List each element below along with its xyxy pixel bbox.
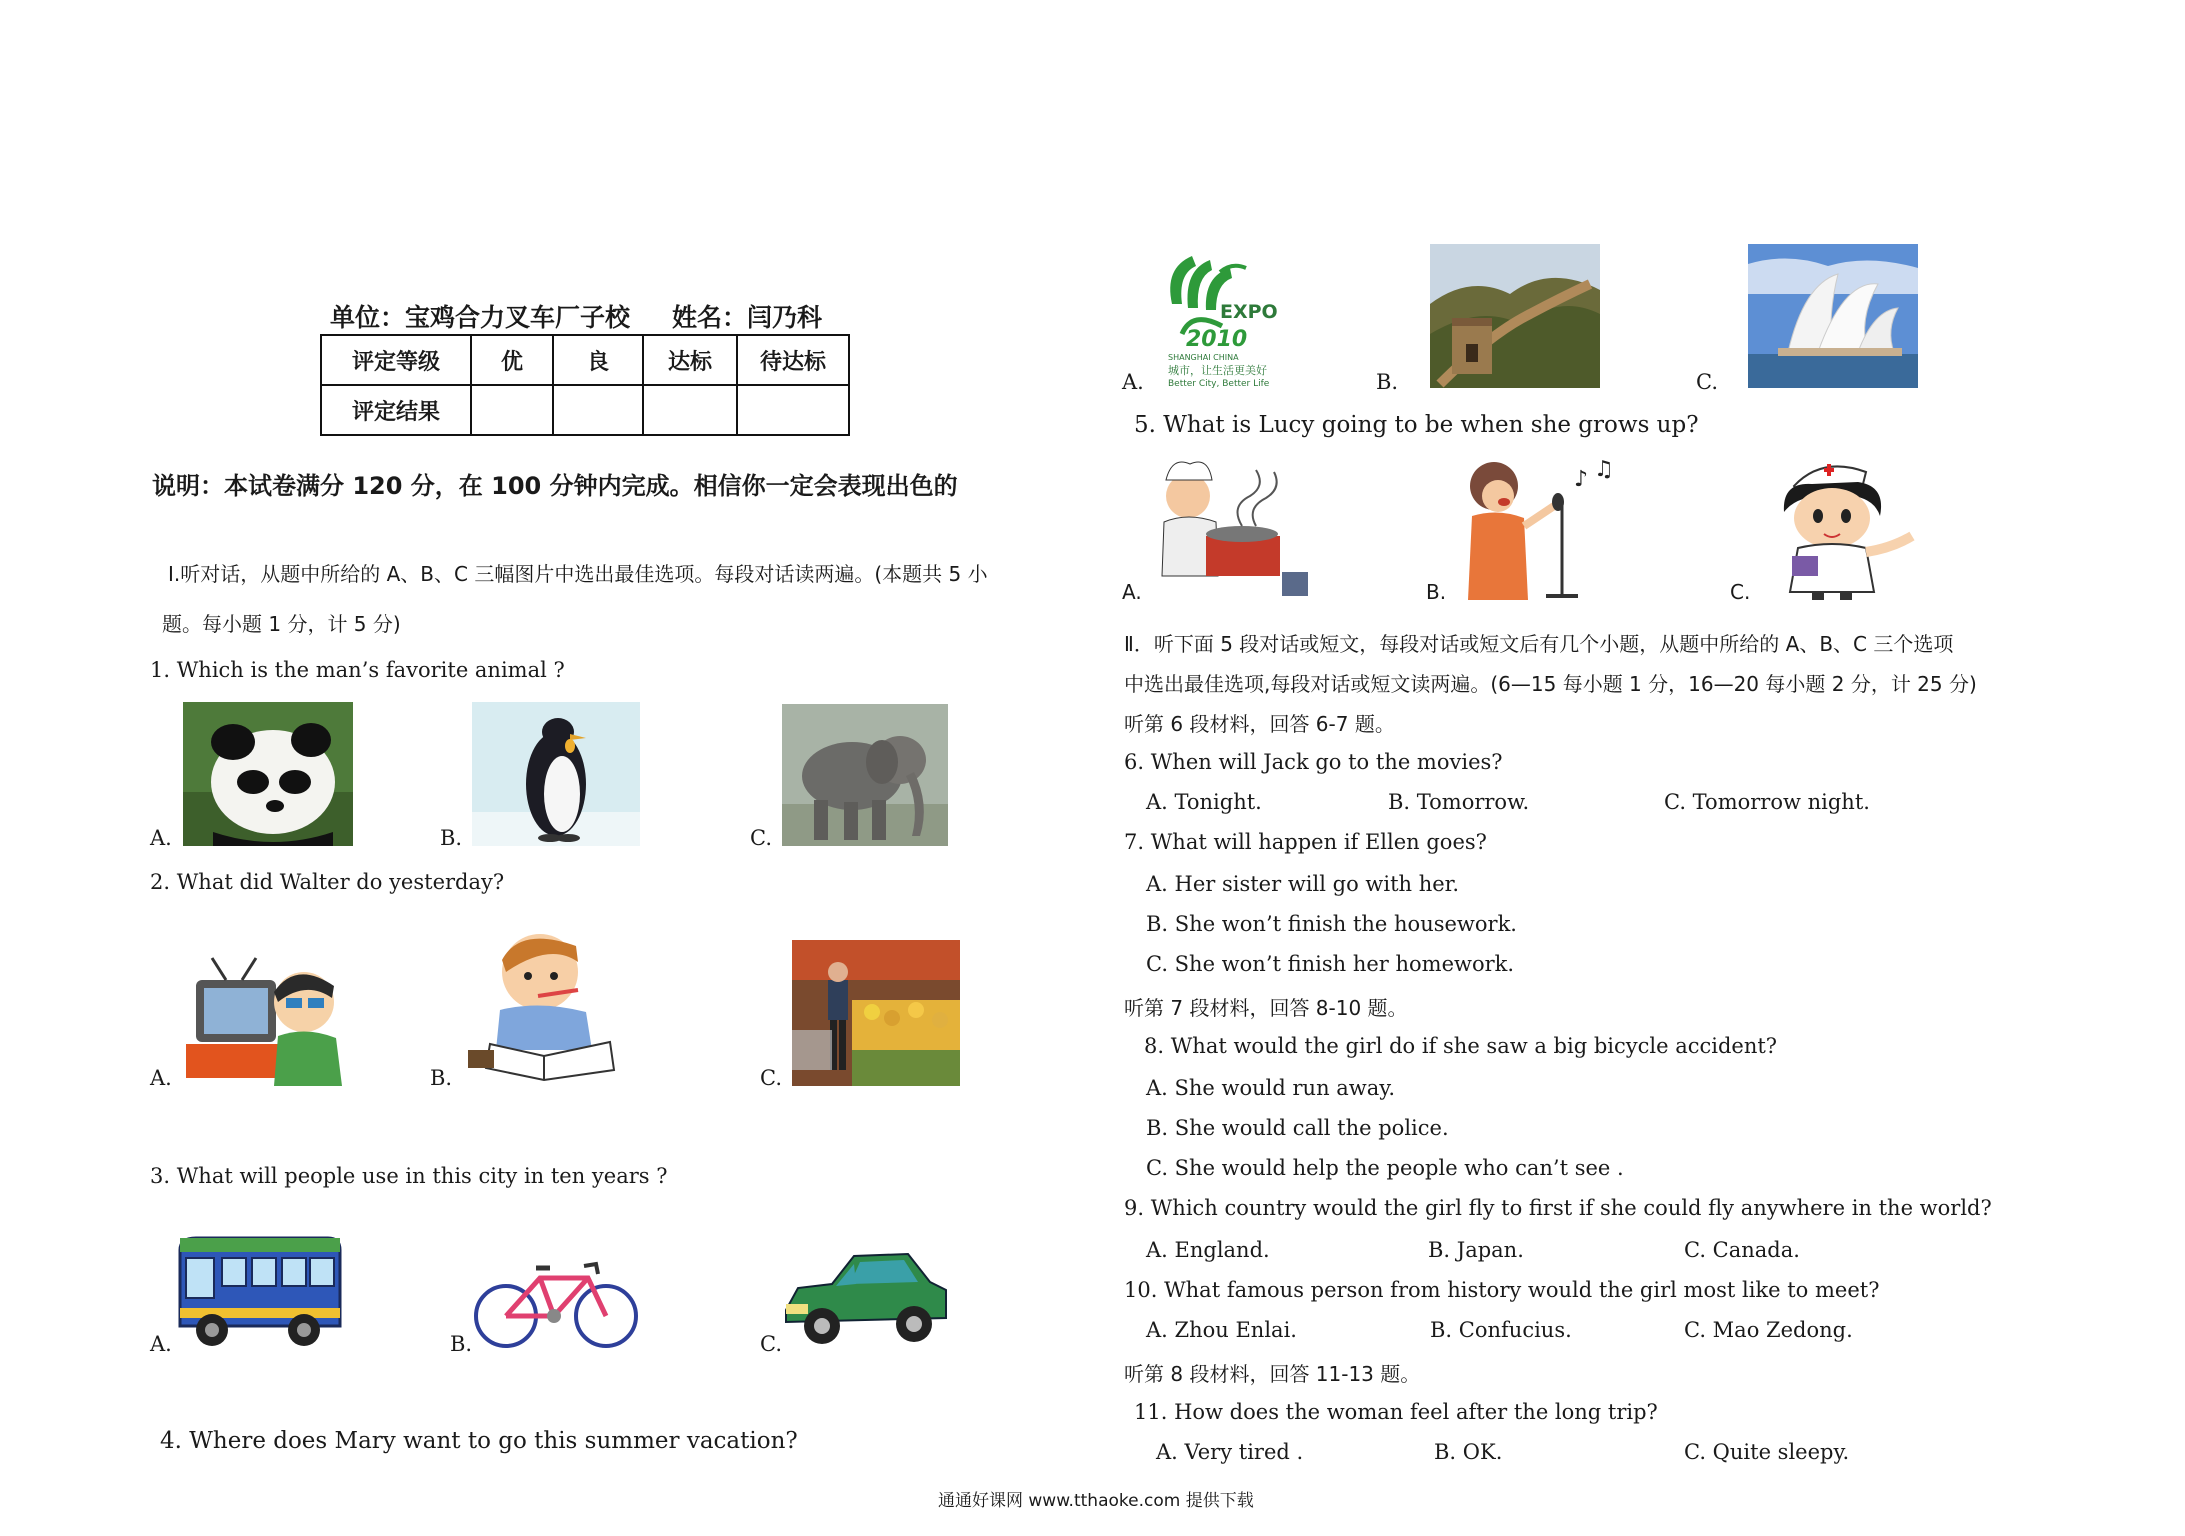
material-8-heading: 听第 8 段材料，回答 11-13 题。 <box>1124 1362 1421 1386</box>
grade-cell: 待达标 <box>737 335 849 385</box>
grade-row-levels <box>321 335 849 385</box>
grade-table <box>320 334 850 436</box>
opera-house-picture <box>1748 244 1918 388</box>
option-label: B. <box>1426 580 1447 604</box>
option-8a: A. She would run away. <box>1146 1076 1396 1100</box>
great-wall-picture <box>1430 244 1600 388</box>
option-label: B. <box>1376 370 1399 394</box>
expo-logo-picture <box>1162 248 1298 388</box>
grade-cell <box>553 385 643 435</box>
option-label: C. <box>750 826 772 850</box>
question-2: 2. What did Walter do yesterday? <box>150 870 505 894</box>
expo-slogan-en: Better City, Better Life <box>1168 379 1270 388</box>
option-8b: B. She would call the police. <box>1146 1116 1449 1140</box>
question-10: 10. What famous person from history would the girl most like to meet? <box>1124 1278 1880 1302</box>
svg-text:♪: ♪ <box>1574 467 1589 492</box>
grade-cell: 优 <box>471 335 553 385</box>
svg-text:♫: ♫ <box>1594 457 1614 482</box>
option-7a: A. Her sister will go with her. <box>1146 872 1460 896</box>
expo-slogan-cn: 城市，让生活更美好 <box>1168 364 1267 377</box>
option-label: C. <box>1696 370 1718 394</box>
question-1: 1. Which is the man’s favorite animal ? <box>150 658 565 682</box>
material-6-heading: 听第 6 段材料，回答 6-7 题。 <box>1124 712 1395 736</box>
option-label: B. <box>430 1066 453 1090</box>
option-6a: A. Tonight. <box>1146 790 1262 814</box>
panda-picture <box>183 702 353 846</box>
singer-picture <box>1454 456 1622 600</box>
grade-cell <box>643 385 737 435</box>
question-5: 5. What is Lucy going to be when she grows up? <box>1134 412 1699 438</box>
doing-homework-picture <box>460 920 628 1084</box>
question-7: 7. What will happen if Ellen goes? <box>1124 830 1487 854</box>
question-9: 9. Which country would the girl fly to first if she could fly anywhere in the world? <box>1124 1196 1992 1220</box>
penguin-picture <box>472 702 640 846</box>
option-10b: B. Confucius. <box>1430 1318 1572 1342</box>
grade-cell: 评定等级 <box>321 335 471 385</box>
option-label: C. <box>760 1066 782 1090</box>
section1-instruction: Ⅰ.听对话，从题中所给的 A、B、C 三幅图片中选出最佳选项。每段对话读两遍。(本题共 5 小 <box>168 562 988 586</box>
car-picture <box>780 1244 950 1352</box>
option-10a: A. Zhou Enlai. <box>1146 1318 1297 1342</box>
cook-picture <box>1146 456 1316 600</box>
section2-instruction: Ⅱ．听下面 5 段对话或短文，每段对话或短文后有几个小题，从题中所给的 A、B、C 三个选项 <box>1124 632 1954 656</box>
option-11a: A. Very tired . <box>1156 1440 1304 1464</box>
question-3: 3. What will people use in this city in ten years ? <box>150 1164 668 1188</box>
expo-word: EXPO <box>1220 301 1278 323</box>
footer-credit: 通通好课网 www.tthaoke.com 提供下载 <box>938 1491 1254 1511</box>
option-label: A. <box>150 1332 172 1356</box>
option-label: C. <box>1730 580 1751 604</box>
watching-tv-picture <box>186 940 352 1086</box>
school-unit: 单位：宝鸡合力叉车厂子校 <box>330 303 631 332</box>
grade-row-results <box>321 385 849 435</box>
expo-year: 2010 <box>1186 327 1248 352</box>
option-9a: A. England. <box>1146 1238 1270 1262</box>
author-name: 姓名：闫乃科 <box>672 303 823 332</box>
option-7c: C. She won’t finish her homework. <box>1146 952 1515 976</box>
option-10c: C. Mao Zedong. <box>1684 1318 1853 1342</box>
option-9b: B. Japan. <box>1428 1238 1524 1262</box>
option-9c: C. Canada. <box>1684 1238 1800 1262</box>
grade-cell: 达标 <box>643 335 737 385</box>
option-6b: B. Tomorrow. <box>1388 790 1530 814</box>
option-11b: B. OK. <box>1434 1440 1503 1464</box>
option-label: C. <box>760 1332 782 1356</box>
bicycle-picture <box>470 1256 642 1352</box>
grade-cell: 良 <box>553 335 643 385</box>
question-8: 8. What would the girl do if she saw a big bicycle accident? <box>1144 1034 1778 1058</box>
option-8c: C. She would help the people who can’t see . <box>1146 1156 1624 1180</box>
expo-location: SHANGHAI CHINA <box>1168 353 1239 362</box>
option-label: A. <box>150 826 172 850</box>
grade-cell: 评定结果 <box>321 385 471 435</box>
option-7b: B. She won’t finish the housework. <box>1146 912 1517 936</box>
material-7-heading: 听第 7 段材料，回答 8-10 题。 <box>1124 996 1408 1020</box>
section2-instruction-cont: 中选出最佳选项,每段对话或短文读两遍。(6—15 每小题 1 分，16—20 每小题 2 分，计 25 分) <box>1124 672 1977 696</box>
option-label: A. <box>1122 580 1142 604</box>
grade-cell <box>737 385 849 435</box>
exam-note: 说明：本试卷满分 120 分，在 100 分钟内完成。相信你一定会表现出色的 <box>152 472 958 500</box>
option-11c: C. Quite sleepy. <box>1684 1440 1850 1464</box>
option-label: A. <box>150 1066 172 1090</box>
nurse-picture <box>1762 452 1930 600</box>
option-label: B. <box>440 826 463 850</box>
option-label: B. <box>450 1332 473 1356</box>
question-4: 4. Where does Mary want to go this summer vacation? <box>160 1428 798 1454</box>
grade-cell <box>471 385 553 435</box>
question-11: 11. How does the woman feel after the long trip? <box>1134 1400 1658 1424</box>
option-6c: C. Tomorrow night. <box>1664 790 1870 814</box>
option-label: A. <box>1122 370 1144 394</box>
elephant-picture <box>782 704 948 846</box>
section1-instruction-cont: 题。每小题 1 分，计 5 分) <box>162 612 401 636</box>
question-6: 6. When will Jack go to the movies? <box>1124 750 1503 774</box>
bus-picture <box>172 1232 344 1352</box>
supermarket-picture <box>792 940 960 1086</box>
